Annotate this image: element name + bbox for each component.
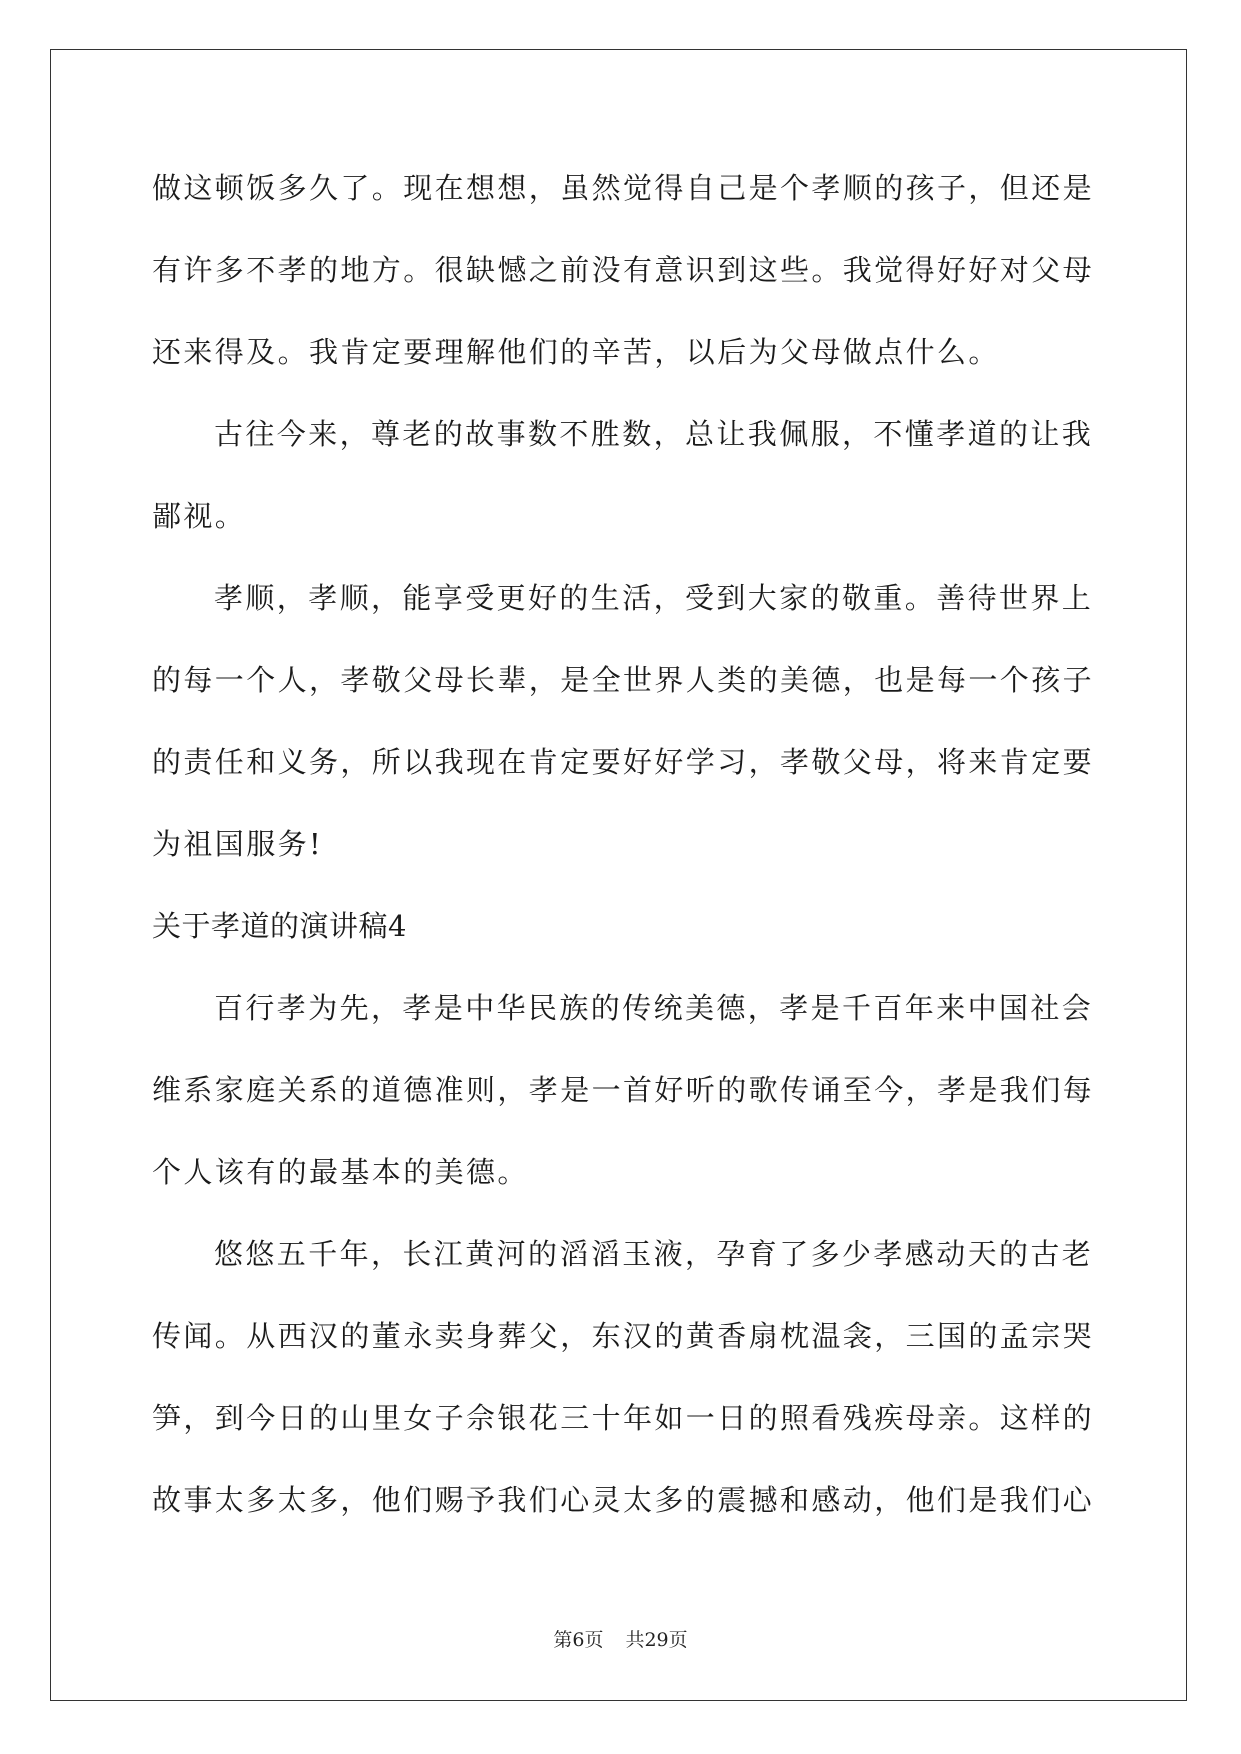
text-line: 孝顺，孝顺，能享受更好的生活，受到大家的敬重。善待世界上	[214, 581, 1094, 615]
text-line: 有许多不孝的地方。很缺憾之前没有意识到这些。我觉得好好对父母	[152, 253, 1095, 287]
text-line: 悠悠五千年，长江黄河的滔滔玉液，孕育了多少孝感动天的古老	[214, 1237, 1094, 1271]
text-line: 维系家庭关系的道德准则，孝是一首好听的歌传诵至今，孝是我们每	[152, 1073, 1095, 1107]
document-body	[152, 160, 1095, 1554]
text-line: 笋，到今日的山里女子佘银花三十年如一日的照看残疾母亲。这样的	[152, 1401, 1095, 1435]
text-line: 个人该有的最基本的美德。	[152, 1155, 529, 1189]
text-line: 做这顿饭多久了。现在想想，虽然觉得自己是个孝顺的孩子，但还是	[152, 171, 1095, 205]
text-line: 的每一个人，孝敬父母长辈，是全世界人类的美德，也是每一个孩子	[152, 663, 1095, 697]
text-line: 为祖国服务!	[152, 827, 324, 861]
page-footer	[0, 1625, 1241, 1652]
text-line: 故事太多太多，他们赐予我们心灵太多的震撼和感动，他们是我们心	[152, 1483, 1095, 1517]
page-total: 共29页	[625, 1629, 688, 1651]
text-line: 古往今来，尊老的故事数不胜数，总让我佩服，不懂孝道的让我	[214, 417, 1094, 451]
section-heading: 关于孝道的演讲稿4	[152, 909, 407, 943]
text-line: 鄙视。	[152, 499, 247, 533]
text-line: 传闻。从西汉的董永卖身葬父，东汉的黄香扇枕温衾，三国的孟宗哭	[152, 1319, 1095, 1353]
text-line: 百行孝为先，孝是中华民族的传统美德，孝是千百年来中国社会	[214, 991, 1094, 1025]
text-line: 的责任和义务，所以我现在肯定要好好学习，孝敬父母，将来肯定要	[152, 745, 1095, 779]
text-line: 还来得及。我肯定要理解他们的辛苦，以后为父母做点什么。	[152, 335, 1000, 369]
page-number: 第6页	[553, 1629, 604, 1651]
